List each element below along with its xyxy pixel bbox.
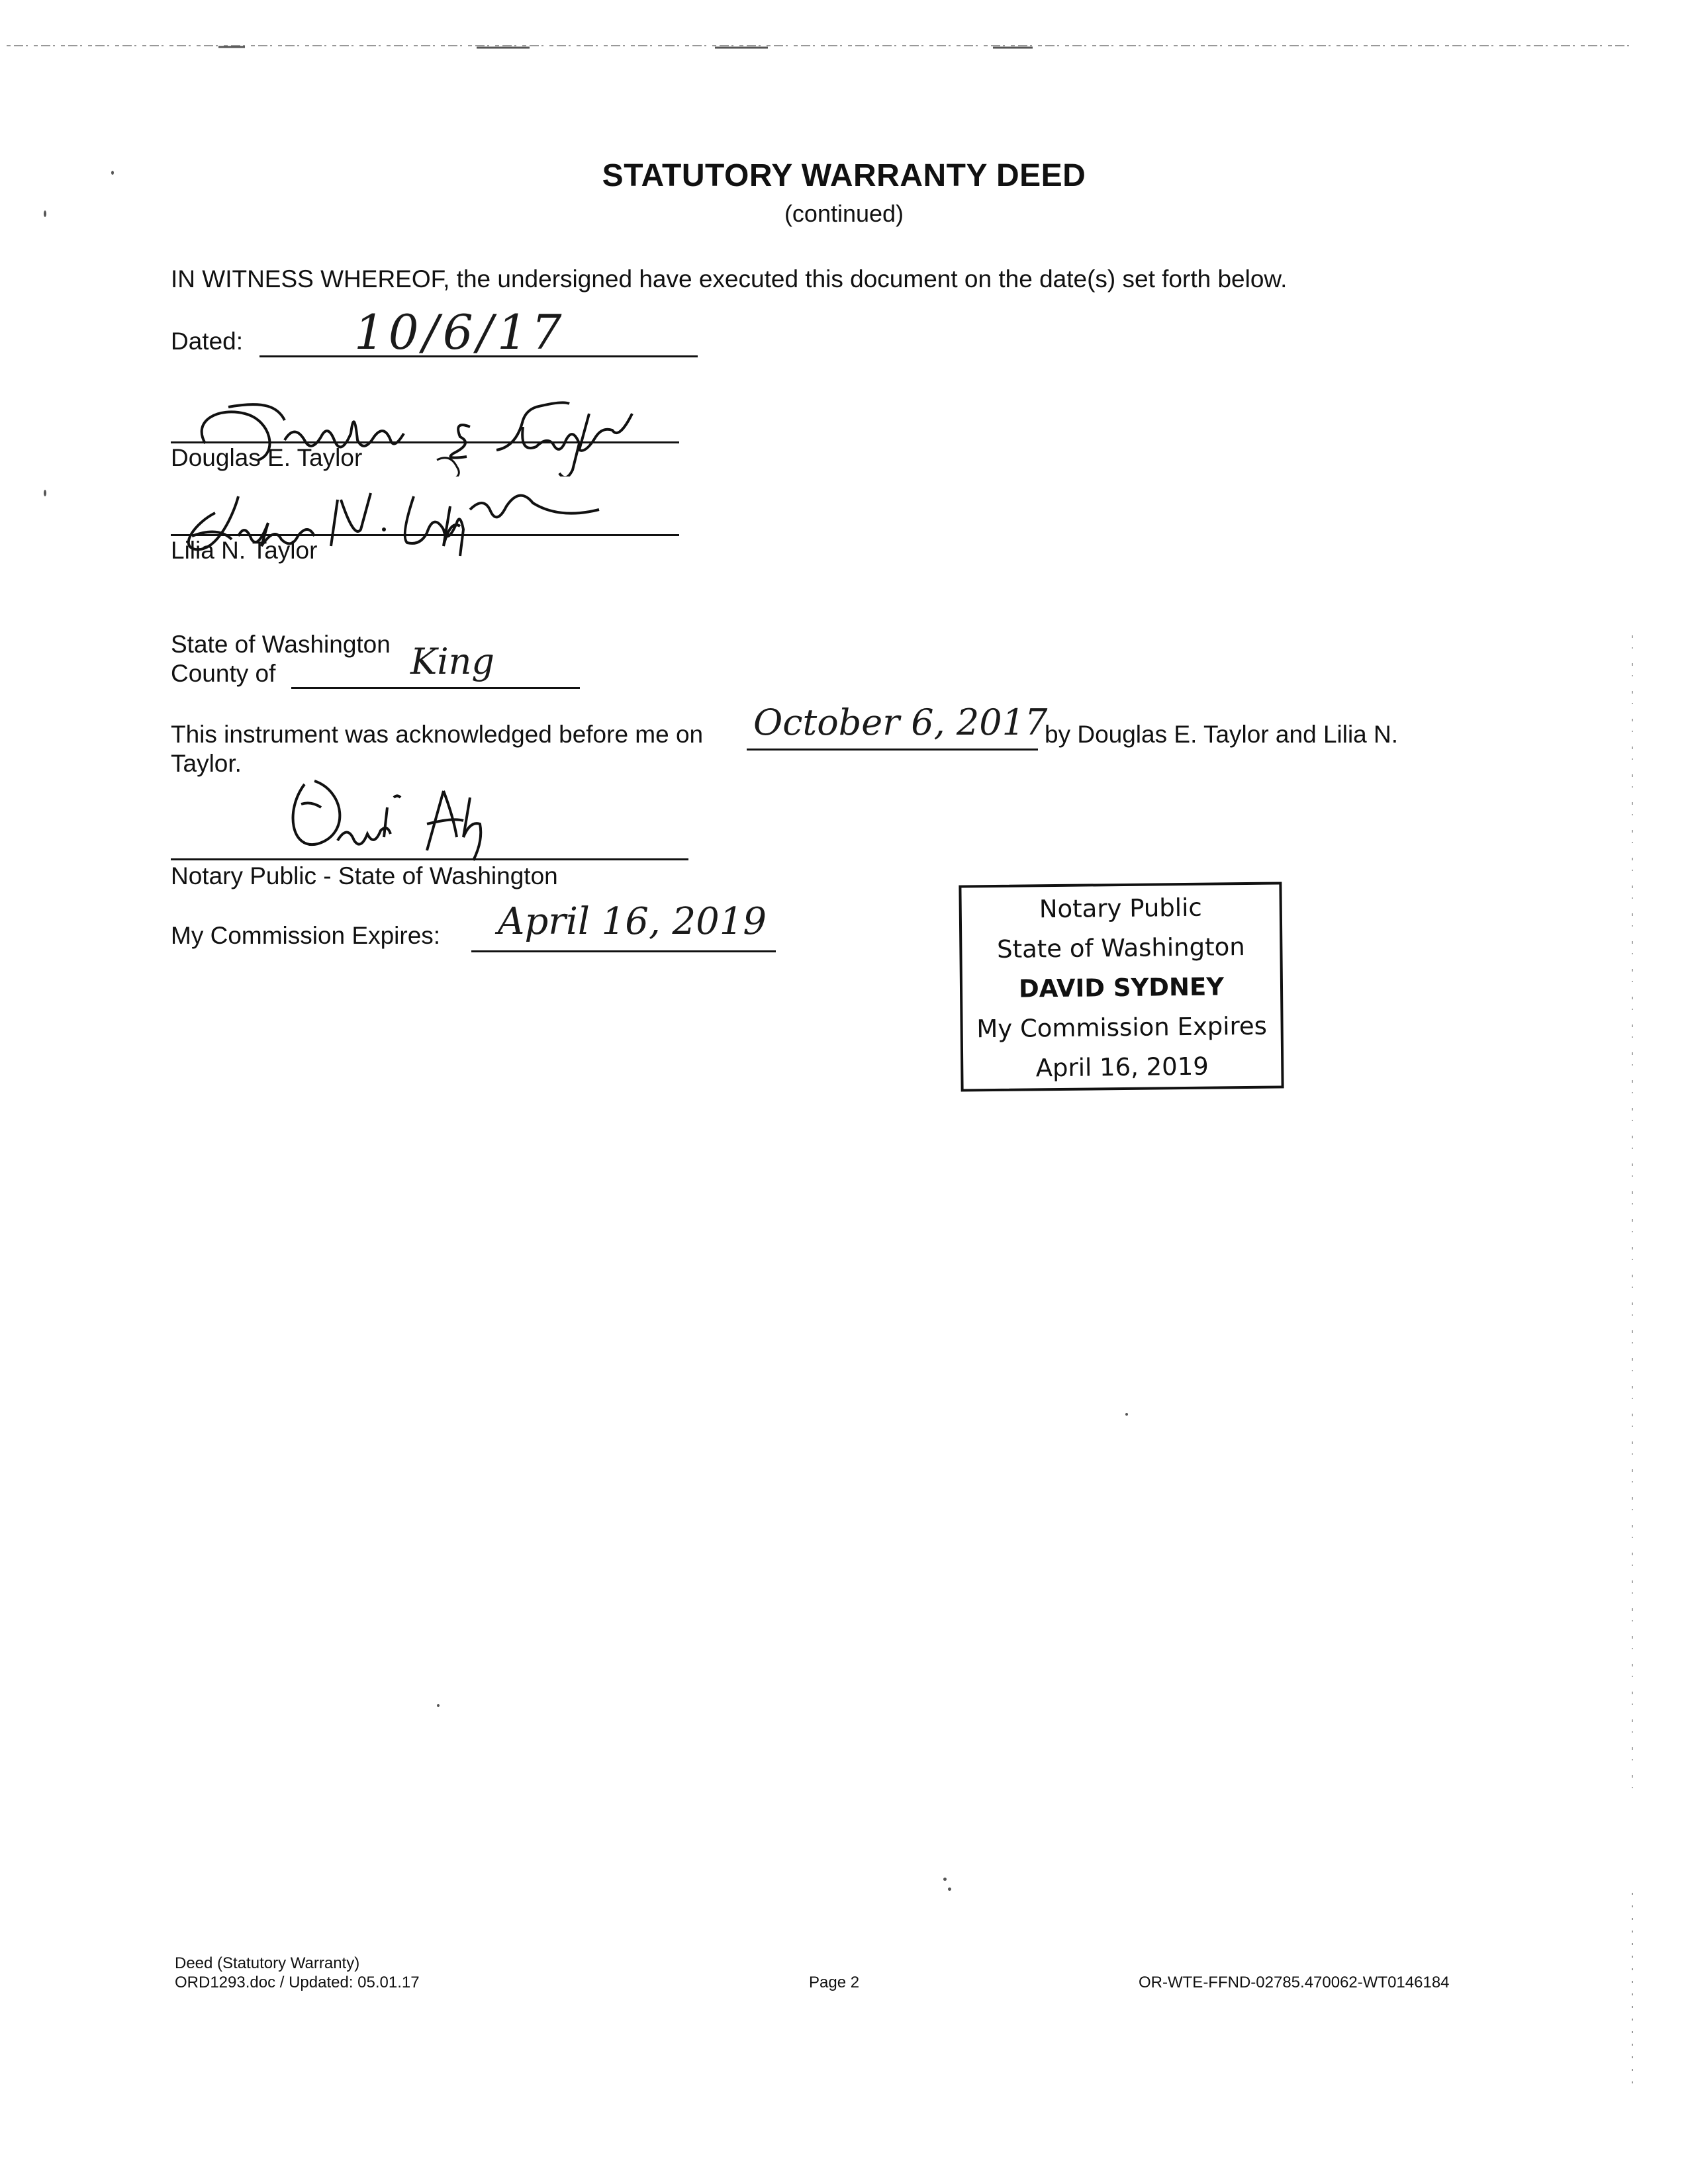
footer-form-revision: ORD1293.doc / Updated: 05.01.17: [175, 1974, 420, 1991]
notary-signature-line: [171, 858, 688, 860]
stamp-line-commission-label: My Commission Expires: [976, 1011, 1268, 1044]
ack-date-line: [747, 749, 1038, 751]
county-line: [291, 687, 580, 689]
acknowledgment-text: This instrument was acknowledged before me on: [171, 721, 704, 748]
acknowledgment-wrap: Taylor.: [171, 750, 242, 777]
state-label: State of Washington: [171, 631, 391, 658]
scan-speck: [437, 1704, 440, 1707]
footer-form-name: Deed (Statutory Warranty): [175, 1954, 360, 1972]
commission-expires-handwritten: April 16, 2019: [498, 900, 767, 943]
scan-speck: [943, 1878, 947, 1881]
notary-signature: [278, 771, 543, 864]
stamp-line-notary-name: DAVID SYDNEY: [1018, 972, 1225, 1003]
dated-label: Dated:: [171, 328, 244, 355]
acknowledgment-parties: by Douglas E. Taylor and Lilia N.: [1045, 721, 1399, 748]
stamp-line-commission-date: April 16, 2019: [1035, 1052, 1209, 1083]
scan-speck: [1125, 1413, 1128, 1416]
dated-handwritten-value: 10/6/17: [354, 304, 566, 360]
document-subtitle: (continued): [784, 200, 904, 227]
signer-name-douglas: Douglas E. Taylor: [171, 444, 363, 471]
scan-speck: [948, 1888, 951, 1891]
commission-expires-label: My Commission Expires:: [171, 922, 441, 949]
scan-speck: [44, 210, 46, 217]
notary-stamp: [959, 882, 1284, 1091]
scan-speck: [44, 490, 46, 496]
footer-page-number: Page 2: [809, 1974, 860, 1991]
signer-name-lilia: Lilia N. Taylor: [171, 537, 318, 564]
notary-public-label: Notary Public - State of Washington: [171, 862, 558, 889]
county-label: County of: [171, 660, 276, 687]
scan-artifact-top: [0, 41, 1642, 50]
stamp-line-state: State of Washington: [996, 933, 1245, 964]
ack-date-handwritten: October 6, 2017: [753, 702, 1048, 743]
witness-clause: IN WITNESS WHEREOF, the undersigned have executed this document on the date(s) set forth below.: [171, 265, 1288, 293]
footer-order-number: OR-WTE-FFND-02785.470062-WT0146184: [1139, 1974, 1450, 1991]
scan-speck: [111, 171, 114, 175]
scan-artifact-right: [1630, 635, 1636, 2091]
stamp-line-notary-public: Notary Public: [1039, 893, 1202, 924]
commission-expires-line: [471, 950, 776, 952]
county-handwritten-value: King: [410, 641, 494, 682]
document-title: STATUTORY WARRANTY DEED: [602, 158, 1086, 193]
